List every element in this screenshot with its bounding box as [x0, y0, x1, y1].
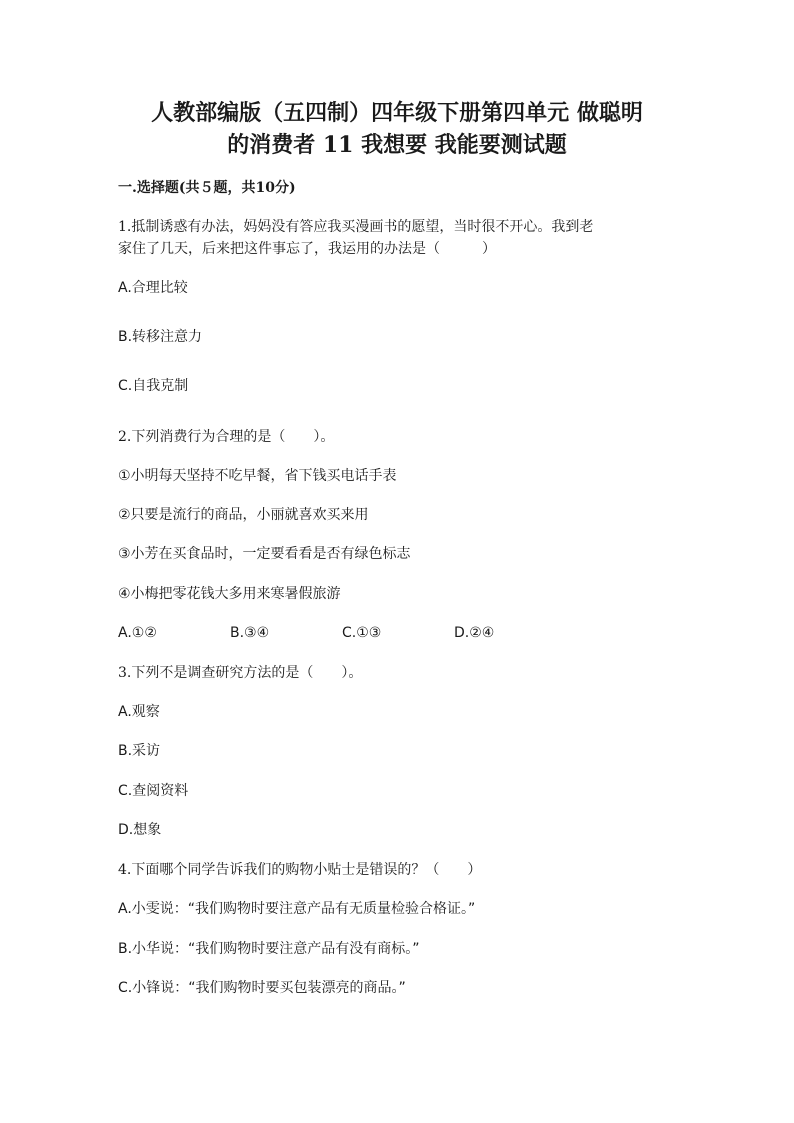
question-2-stem: 2.下列消费行为合理的是（ ）。 [118, 429, 335, 445]
question-2-options [118, 623, 566, 643]
question-2-statement-2: ②只要是流行的商品，小丽就喜欢买来用 [118, 507, 369, 523]
question-3-stem: 3.下列不是调查研究方法的是（ ）。 [118, 665, 363, 681]
question-4-option-a: A.小雯说：“我们购物时要注意产品有无质量检验合格证。” [118, 901, 476, 917]
document-title-line-2: 的消费者 11 我想要 我能要测试题 [227, 132, 567, 158]
question-2-option-d: D.②④ [454, 625, 495, 641]
question-1-option-b: B.转移注意力 [118, 329, 203, 345]
document-title-line-1: 人教部编版（五四制）四年级下册第四单元 做聪明 [151, 100, 643, 126]
question-3-option-b: B.采访 [118, 743, 161, 759]
section-heading: 一.选择题(共５题，共10分) [118, 180, 296, 196]
question-1-option-c: C.自我克制 [118, 378, 189, 394]
question-3-option-d: D.想象 [118, 822, 162, 838]
question-2-statement-1: ①小明每天坚持不吃早餐，省下钱买电话手表 [118, 468, 397, 484]
question-3-option-c: C.查阅资料 [118, 783, 189, 799]
question-2-option-c: C.①③ [342, 625, 382, 641]
question-1-option-a: A.合理比较 [118, 280, 188, 296]
question-2-statement-4: ④小梅把零花钱大多用来寒暑假旅游 [118, 586, 341, 602]
question-2-option-a: A.①② [118, 625, 157, 641]
question-4-option-b: B.小华说：“我们购物时要注意产品有没有商标。” [118, 941, 420, 957]
question-2-option-b: B.③④ [230, 625, 270, 641]
question-3-option-a: A.观察 [118, 704, 160, 720]
question-1-stem-line-2: 家住了几天，后来把这件事忘了，我运用的办法是（ ） [118, 241, 496, 257]
question-1-stem-line-1: 1.抵制诱惑有办法，妈妈没有答应我买漫画书的愿望，当时很不开心。我到老 [118, 219, 594, 235]
question-2-statement-3: ③小芳在买食品时，一定要看看是否有绿色标志 [118, 546, 411, 562]
question-4-option-c: C.小锋说：“我们购物时要买包装漂亮的商品。” [118, 980, 406, 996]
question-4-stem: 4.下面哪个同学告诉我们的购物小贴士是错误的？（ ） [118, 862, 482, 878]
